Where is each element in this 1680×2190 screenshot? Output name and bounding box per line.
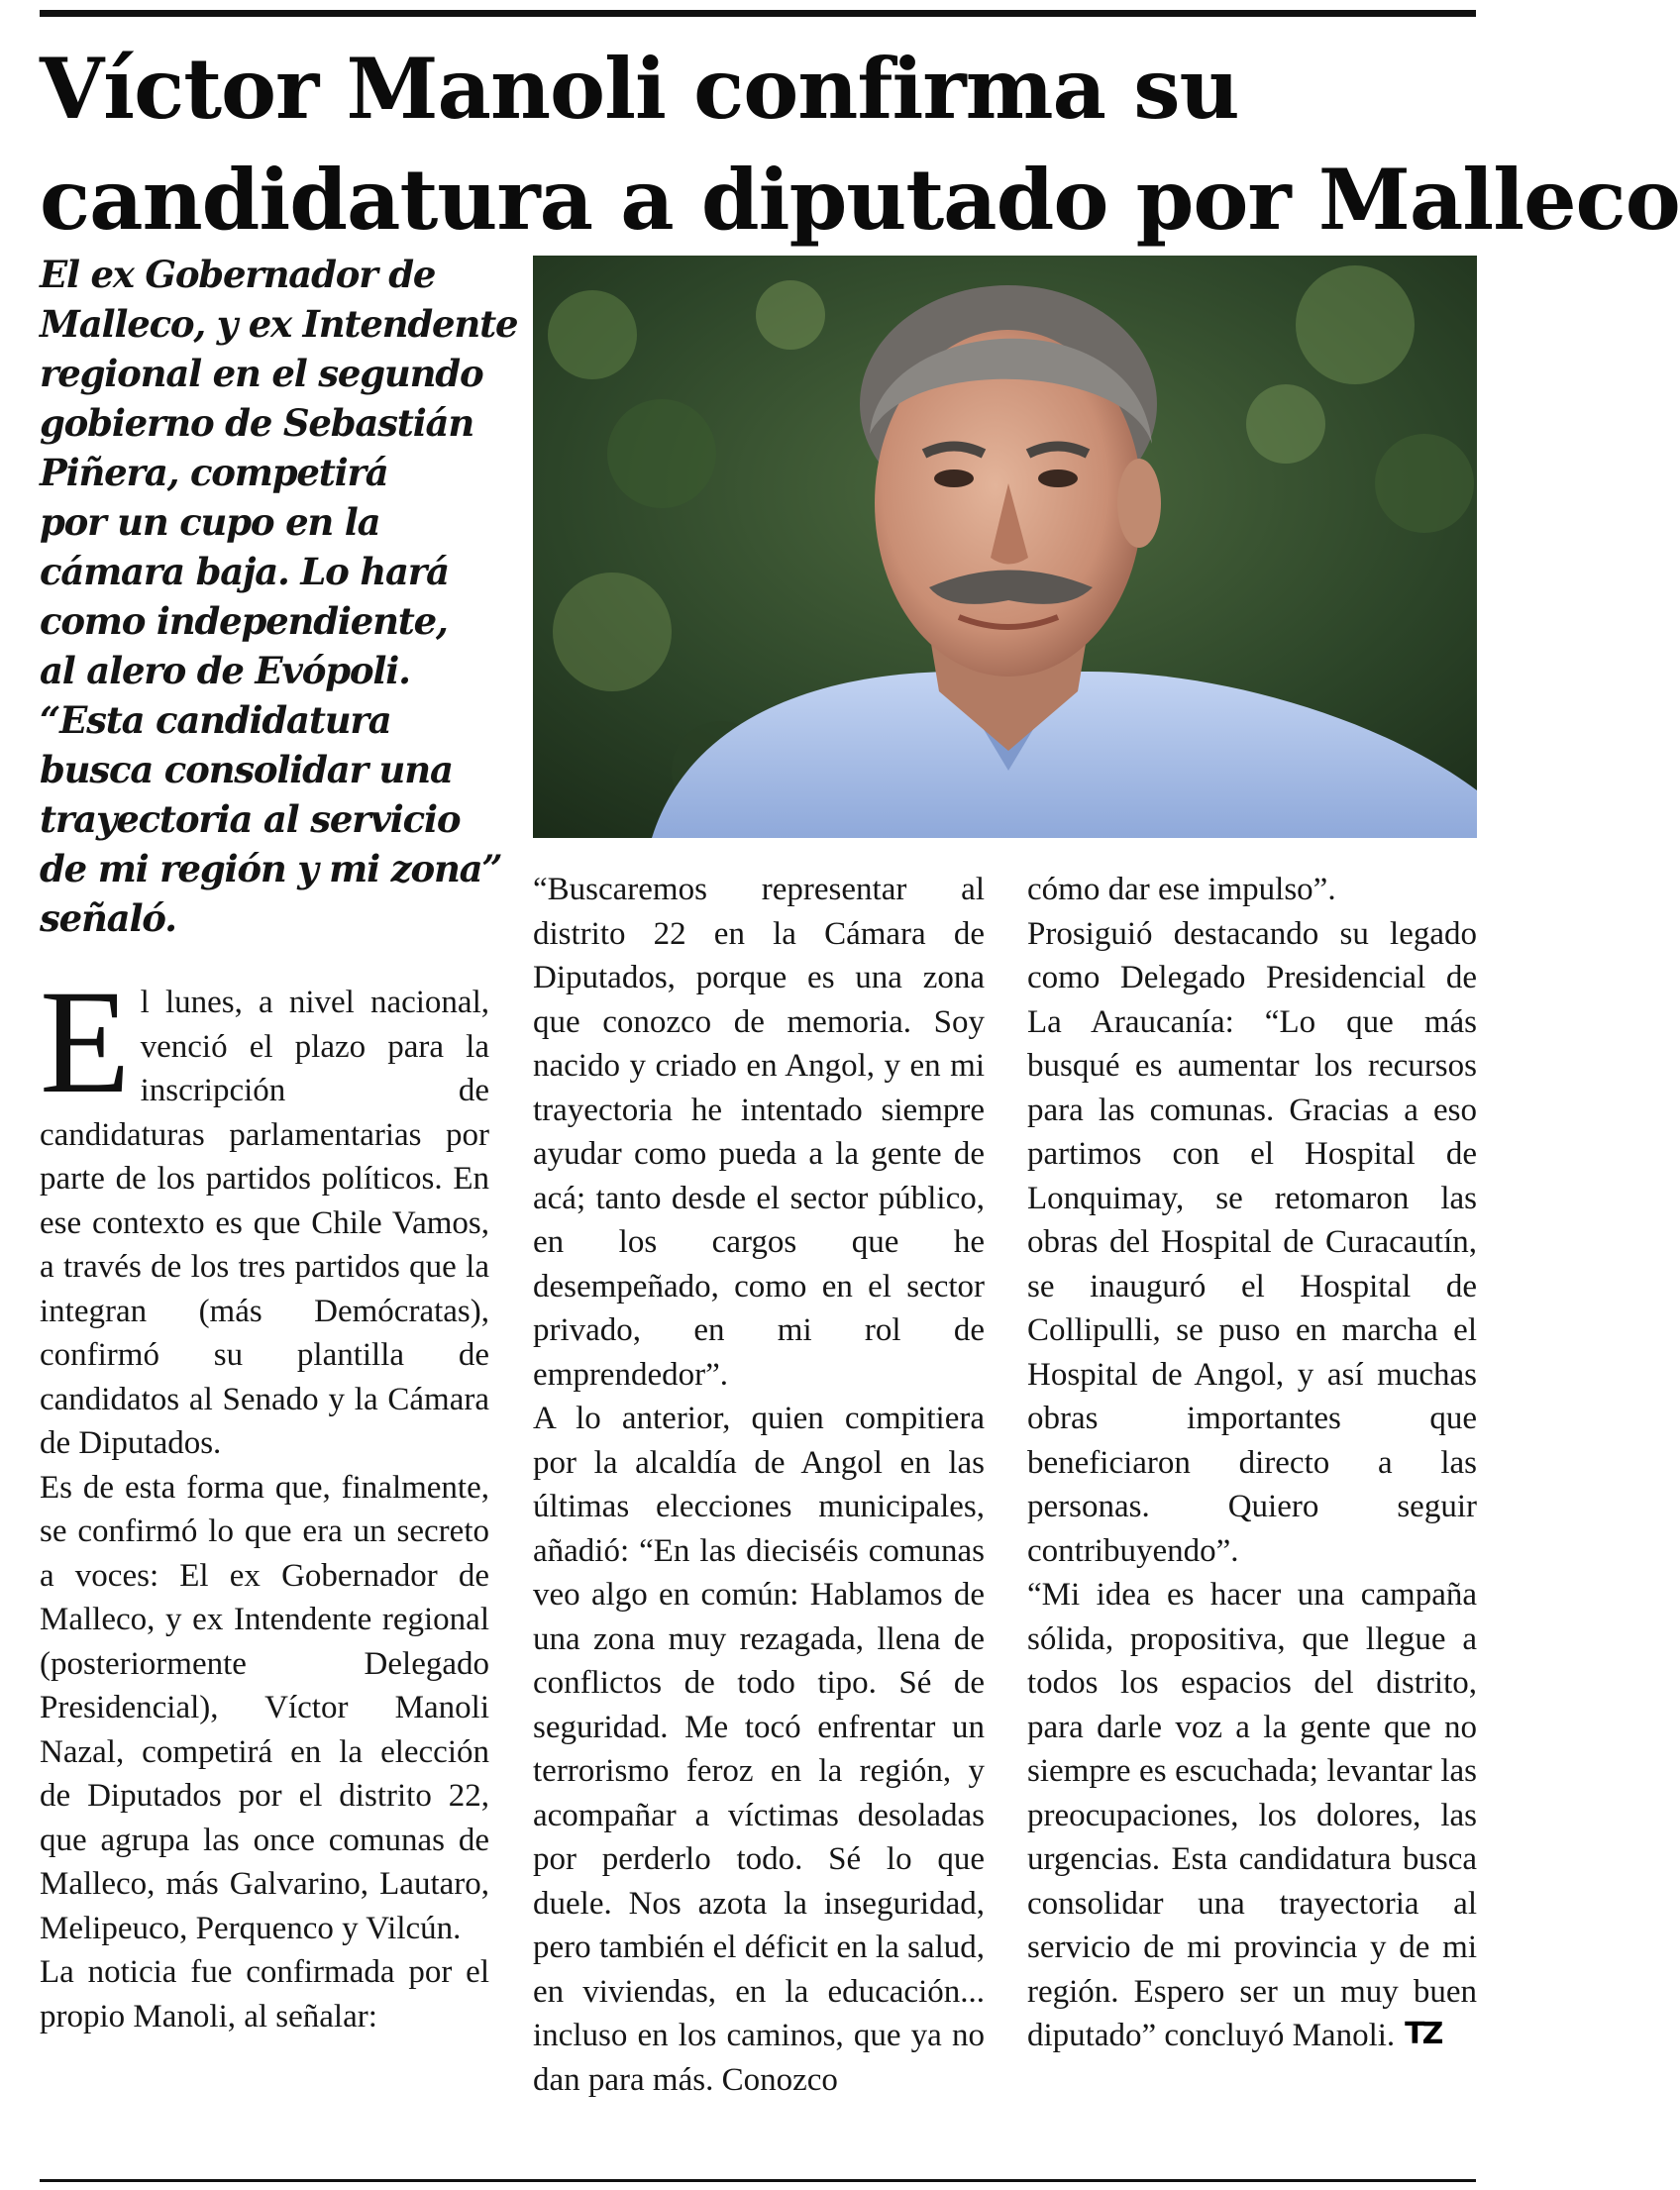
bottom-rule <box>40 2179 1476 2182</box>
body-paragraph <box>40 960 489 1466</box>
body-column-1 <box>40 960 489 2038</box>
paragraph-text: “Mi idea es hacer una campaña sólida, propositiva, que llegue a todos los espacios del distrito, para darle voz a la gente que no siempre es escuchada; levantar las preocupaciones, los dolores, las urgencias. Esta candidatura busca consolidar una trayectoria al servicio de mi provincia y de mi región. Espero ser un muy buen diputado” concluyó Manoli. <box>1027 1577 1477 2053</box>
lede-line: trayectoria al servicio <box>40 797 461 841</box>
lede-line: por un cupo en la <box>40 500 380 544</box>
paragraph-text: l lunes, a nivel nacional, venció el plazo para la inscripción de candidaturas parlamentarias por parte de los partidos políticos. En ese contexto es que Chile Vamos, a través de los tres partidos que la integran (más Demócratas), confirmó su plantilla de candidatos al Senado y la Cámara de Diputados. <box>40 985 489 1461</box>
top-rule <box>40 10 1476 17</box>
headline-line-2: candidatura a diputado por Malleco <box>40 151 1680 249</box>
body-paragraph: cómo dar ese impulso”. <box>1027 872 1336 907</box>
portrait-illustration <box>533 256 1477 838</box>
lede-summary <box>40 250 518 943</box>
drop-cap: E <box>40 960 131 1124</box>
body-paragraph: A lo anterior, quien compitiera por la alcaldía de Angol en las últimas elecciones municipales, añadió: “En las dieciséis comunas veo algo en común: Hablamos de una zona muy rezagada, llena de conflictos de todo tipo. Sé de seguridad. Me tocó enfrentar un terrorismo feroz en la región, y acompañar a víctimas desoladas por perderlo todo. Sé lo que duele. Nos azota la inseguridad, pero también el déficit en la salud, en viviendas, en la educación... incluso en los caminos, que ya no dan para más. Conozco <box>533 1401 985 2098</box>
lede-line: gobierno de Sebastián <box>40 401 474 445</box>
lede-line: al alero de Evópoli. <box>40 649 410 692</box>
lede-line: regional en el segundo <box>40 352 483 395</box>
lede-line: El ex Gobernador de <box>40 253 436 296</box>
body-paragraph <box>1027 1573 1477 2058</box>
headline <box>40 34 1680 256</box>
lede-line: como independiente, <box>40 599 448 643</box>
body-paragraph: “Buscaremos representar al distrito 22 en la Cámara de Diputados, porque es una zona que conozco de memoria. Soy nacido y criado en Angol, y en mi trayectoria he intentado siempre ayudar como pueda a la gente de acá; tanto desde el sector público, en los cargos que he desempeñado, como en el sector privado, en mi rol de emprendedor”. <box>533 872 985 1393</box>
publication-signature-logo: TZ <box>1405 2017 1441 2051</box>
lede-line: Malleco, y ex Intendente <box>40 302 518 346</box>
body-paragraph: Prosiguió destacando su legado como Delegado Presidencial de La Araucanía: “Lo que más busqué es aumentar los recursos para las comunas. Gracias a eso partimos con el Hospital de Lonquimay, se retomaron las obras del Hospital de Curacautín, se inauguró el Hospital de Collipulli, se puso en marcha el Hospital de Angol, y así muchas obras importantes que beneficiaron directo a las personas. Quiero seguir contribuyendo”. <box>1027 915 1477 1569</box>
lede-line: señaló. <box>40 896 176 940</box>
lede-line: cámara baja. Lo hará <box>40 550 449 593</box>
body-paragraph: Es de esta forma que, finalmente, se confirmó lo que era un secreto a voces: El ex Gobernador de Malleco, y ex Intendente regional (posteriormente Delegado Presidencial), Víctor Manoli Nazal, competirá en la elección de Diputados por el distrito 22, que agrupa las once comunas de Malleco, más Galvarino, Lautaro, Melipeuco, Perquenco y Vilcún. <box>40 1469 489 1946</box>
portrait-photo <box>533 256 1477 838</box>
body-paragraph: La noticia fue confirmada por el propio Manoli, al señalar: <box>40 1954 489 2034</box>
headline-line-1: Víctor Manoli confirma su <box>40 40 1239 138</box>
lede-line: de mi región y mi zona” <box>40 847 502 890</box>
lede-line: “Esta candidatura <box>40 698 391 742</box>
body-column-2 <box>533 868 985 2102</box>
lede-line: busca consolidar una <box>40 748 453 791</box>
lede-line: Piñera, competirá <box>40 451 388 494</box>
body-column-3 <box>1027 868 1477 2058</box>
